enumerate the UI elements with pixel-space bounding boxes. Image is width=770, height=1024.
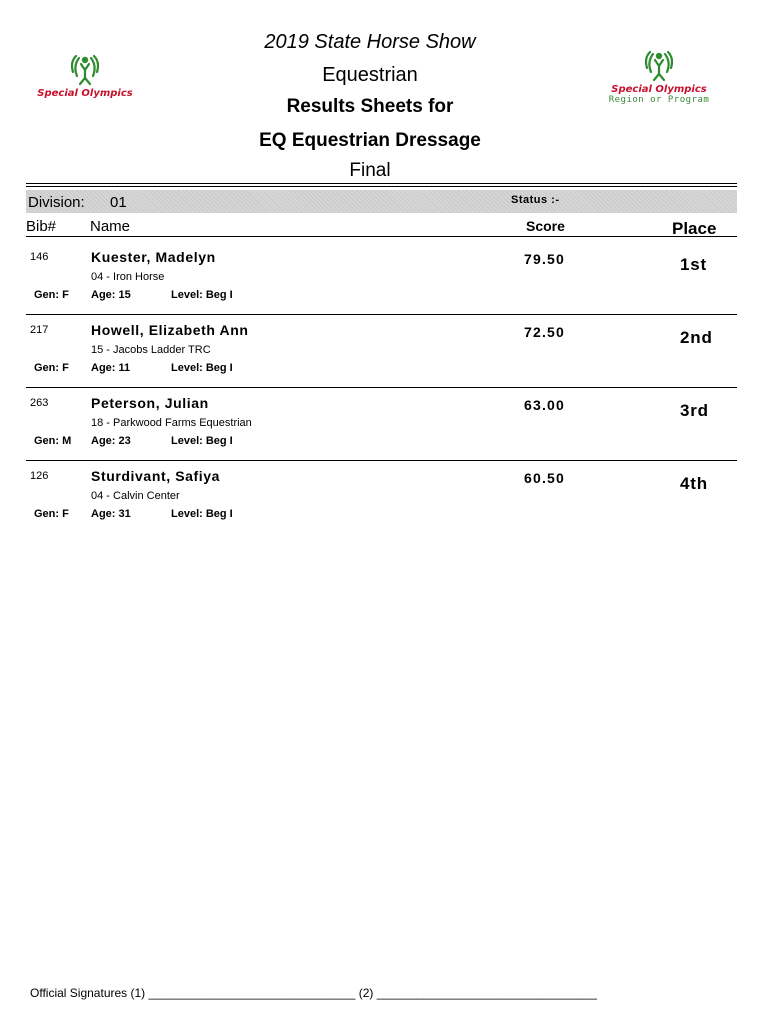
score: 79.50 [524, 251, 566, 267]
status-label: Status :- [511, 194, 560, 206]
club-name: 04 - Iron Horse [91, 271, 165, 283]
sport-title: Equestrian [322, 64, 418, 86]
age: Age: 31 [91, 508, 131, 520]
column-header-rule [26, 236, 737, 237]
column-header-name: Name [90, 218, 131, 235]
division-value: 01 [110, 194, 127, 211]
bib-number: 217 [30, 324, 49, 336]
column-header-bib: Bib# [26, 218, 57, 235]
gender: Gen: M [34, 435, 72, 447]
result-row [0, 397, 770, 470]
score: 63.00 [524, 397, 566, 413]
level: Level: Beg I [171, 289, 233, 301]
level: Level: Beg I [171, 508, 233, 520]
place: 2nd [680, 328, 713, 347]
club-name: 15 - Jacobs Ladder TRC [91, 344, 211, 356]
result-row [0, 324, 770, 397]
gender: Gen: F [34, 508, 69, 520]
athlete-name: Peterson, Julian [91, 395, 209, 411]
athlete-name: Howell, Elizabeth Ann [91, 322, 249, 338]
age: Age: 11 [91, 362, 131, 374]
column-header-score: Score [526, 218, 565, 234]
age: Age: 23 [91, 435, 131, 447]
athlete-name: Sturdivant, Safiya [91, 468, 221, 484]
score: 72.50 [524, 324, 566, 340]
round-label: Final [349, 160, 391, 181]
bib-number: 126 [30, 470, 49, 482]
result-row [0, 251, 770, 324]
gender: Gen: F [34, 362, 69, 374]
row-divider [26, 314, 737, 315]
level: Level: Beg I [171, 362, 233, 374]
division-band [26, 190, 737, 213]
club-name: 04 - Calvin Center [91, 490, 180, 502]
place: 4th [680, 474, 708, 493]
place: 1st [680, 255, 707, 274]
logo-wordmark: Special Olympics [611, 84, 707, 95]
place: 3rd [680, 401, 709, 420]
gender: Gen: F [34, 289, 69, 301]
event-name: EQ Equestrian Dressage [259, 130, 481, 151]
level: Level: Beg I [171, 435, 233, 447]
row-divider [26, 387, 737, 388]
club-name: 18 - Parkwood Farms Equestrian [91, 417, 252, 429]
division-label: Division: [28, 194, 85, 211]
score: 60.50 [524, 470, 566, 486]
official-signatures-line: Official Signatures (1) _______________________________ (2) _________________________________ [30, 986, 597, 1000]
header-rule-top [26, 183, 737, 184]
event-title: 2019 State Horse Show [264, 31, 476, 53]
bib-number: 146 [30, 251, 49, 263]
logo-subtitle: Region or Program [608, 95, 710, 105]
result-row [0, 470, 770, 543]
bib-number: 263 [30, 397, 49, 409]
row-divider [26, 460, 737, 461]
column-header-place: Place [672, 219, 717, 238]
athlete-name: Kuester, Madelyn [91, 249, 216, 265]
logo-wordmark: Special Olympics [37, 88, 133, 99]
results-heading: Results Sheets for [286, 96, 454, 117]
age: Age: 15 [91, 289, 131, 301]
header-rule-bottom [26, 186, 737, 187]
